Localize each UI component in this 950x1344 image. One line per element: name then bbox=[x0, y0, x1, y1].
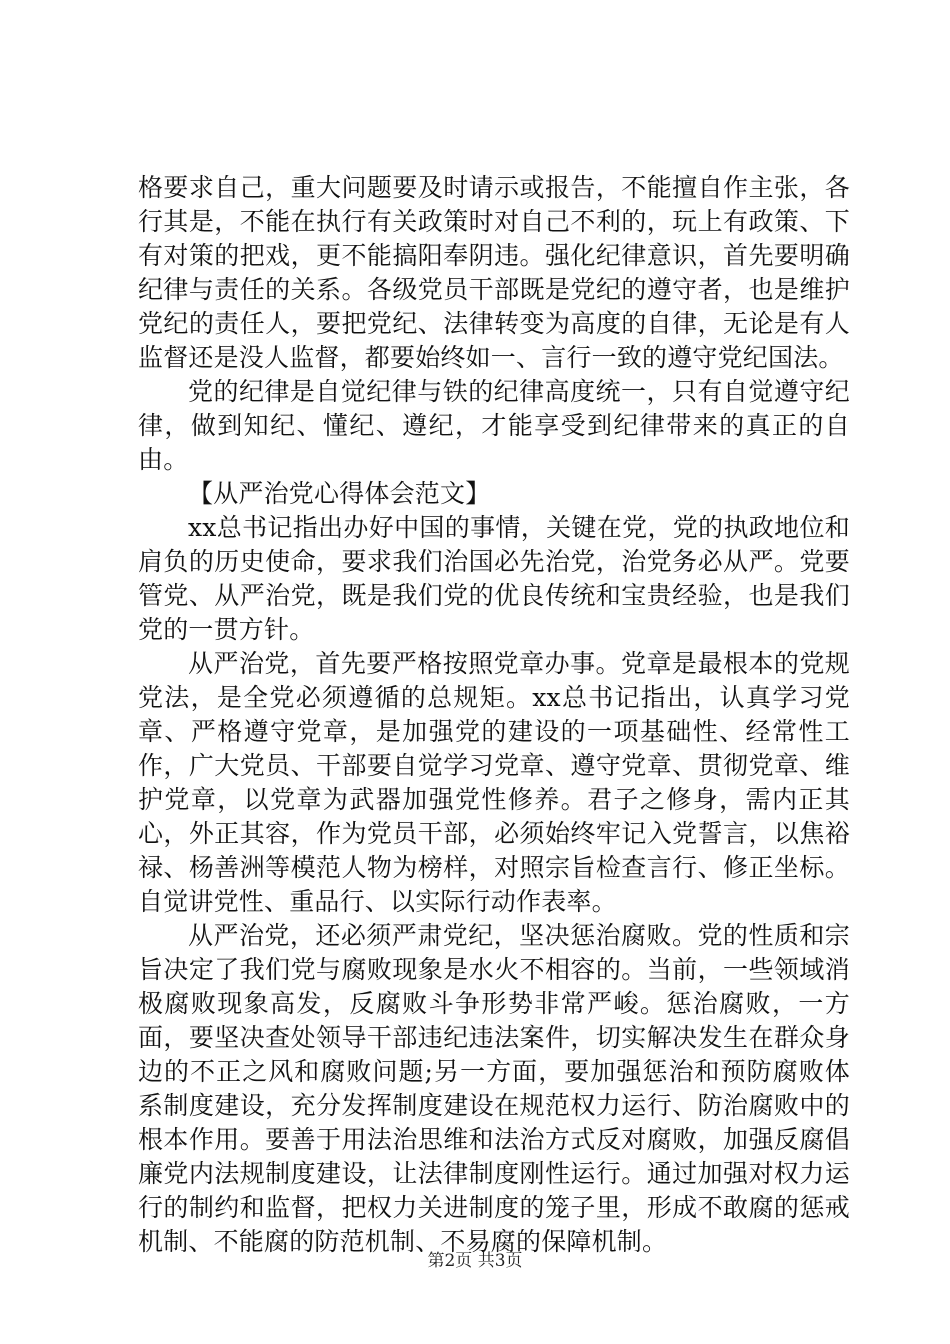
document-body bbox=[138, 171, 850, 1259]
paragraph-continuation: 格要求自己，重大问题要及时请示或报告，不能擅自作主张，各行其是，不能在执行有关政策时对自己不利的，玩上有政策、下有对策的把戏，更不能搞阳奉阴违。强化纪律意识，首先要明确纪律与责任的关系。各级党员干部既是党纪的遵守者，也是维护党纪的责任人，要把党纪、法律转变为高度的自律，无论是有人监督还是没人监督，都要始终如一、言行一致的遵守党纪国法。 bbox=[138, 173, 850, 372]
paragraph: 从严治党，还必须严肃党纪，坚决惩治腐败。党的性质和宗旨决定了我们党与腐败现象是水火不相容的。当前，一些领域消极腐败现象高发，反腐败斗争形势非常严峻。惩治腐败，一方面，要坚决查处领导干部违纪违法案件，切实解决发生在群众身边的不正之风和腐败问题;另一方面，要加强惩治和预防腐败体系制度建设，充分发挥制度建设在规范权力运行、防治腐败中的根本作用。要善于用法治思维和法治方式反对腐败，加强反腐倡廉党内法规制度建设，让法律制度刚性运行。通过加强对权力运行的制约和监督，把权力关进制度的笼子里，形成不敢腐的惩戒机制、不能腐的防范机制、不易腐的保障机制。 bbox=[138, 921, 850, 1256]
section-heading: 【从严治党心得体会范文】 bbox=[188, 479, 491, 508]
paragraph: 从严治党，首先要严格按照党章办事。党章是最根本的党规党法，是全党必须遵循的总规矩。xx总书记指出，认真学习党章、严格遵守党章，是加强党的建设的一项基础性、经常性工作，广大党员、干部要自觉学习党章、遵守党章、贯彻党章、维护党章，以党章为武器加强党性修养。君子之修身，需内正其心，外正其容，作为党员干部，必须始终牢记入党誓言，以焦裕禄、杨善洲等模范人物为榜样，对照宗旨检查言行、修正坐标。自觉讲党性、重品行、以实际行动作表率。 bbox=[138, 649, 850, 916]
paragraph: xx总书记指出办好中国的事情，关键在党，党的执政地位和肩负的历史使命，要求我们治国必先治党，治党务必从严。党要管党、从严治党，既是我们党的优良传统和宝贵经验，也是我们党的一贯方针。 bbox=[138, 513, 850, 644]
page-number-footer: 第2页 共3页 bbox=[427, 1251, 523, 1271]
paragraph: 党的纪律是自觉纪律与铁的纪律高度统一，只有自觉遵守纪律，做到知纪、懂纪、遵纪，才能享受到纪律带来的真正的自由。 bbox=[138, 377, 850, 474]
